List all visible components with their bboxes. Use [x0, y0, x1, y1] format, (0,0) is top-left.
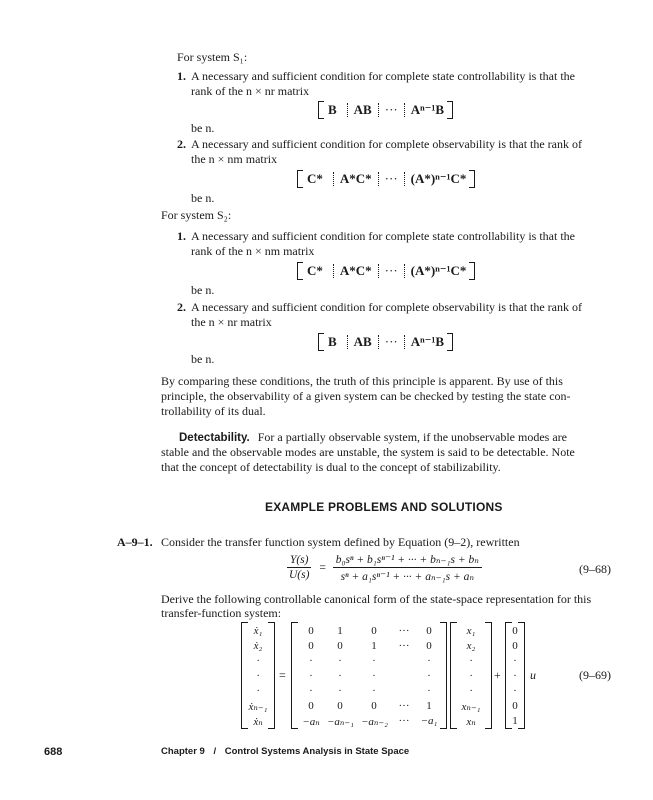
matrix-cell: · — [427, 685, 431, 697]
equation-number-69: (9–69) — [579, 668, 611, 682]
matrix-cell: · — [427, 670, 431, 682]
matrix-block: ··· — [384, 171, 398, 186]
matrix-cell: ··· — [398, 715, 410, 727]
lhs-fraction — [286, 554, 312, 581]
s1-controllability-matrix — [318, 101, 453, 123]
s1-item1-line2: rank of the n × nr matrix — [191, 84, 310, 98]
s1-item1-number: 1. — [177, 69, 186, 83]
matrix-cell: · — [309, 670, 313, 682]
block-separator — [378, 264, 379, 278]
matrix-cell: xₙ₋₁ — [461, 701, 481, 713]
right-bracket — [469, 170, 475, 188]
matrix-block: Aⁿ⁻¹B — [410, 334, 445, 349]
matrix-cell: 1 — [426, 700, 432, 712]
matrix-cell: · — [309, 685, 313, 697]
block-separator — [347, 335, 348, 349]
lhs-denominator: U(s) — [289, 569, 310, 581]
s2-observability-matrix — [318, 333, 453, 355]
s2-controllability-matrix — [297, 262, 475, 284]
footer-slash: / — [213, 746, 217, 757]
matrix-cell: 0 — [512, 625, 518, 637]
matrix-cell: ẋₙ — [253, 716, 263, 728]
matrix-cell: · — [469, 685, 473, 697]
matrix-block: ··· — [384, 334, 398, 349]
s1-item2-line1: A necessary and sufficient condition for complete observability is that the rank of — [191, 137, 583, 151]
matrix-cell: 0 — [371, 625, 377, 637]
block-separator — [404, 264, 405, 278]
s1-item1-tail: be n. — [191, 121, 215, 135]
matrix-cell: −aₙ₋₁ — [327, 716, 355, 728]
matrix-cell: 1 — [337, 625, 343, 637]
running-footer — [161, 746, 409, 757]
footer-chapter-title: Control Systems Analysis in State Space — [224, 746, 410, 757]
matrix-block: A*C* — [339, 263, 372, 278]
s2-item2-line2: the n × nr matrix — [191, 315, 272, 329]
s2-item1-number: 1. — [177, 229, 186, 243]
matrix-block: C* — [307, 263, 323, 278]
matrix-block: AB — [353, 334, 372, 349]
matrix-cell: ··· — [398, 700, 410, 712]
equals-sign: = — [319, 561, 326, 574]
s2-item2-number: 2. — [177, 300, 186, 314]
matrix-cell: · — [309, 655, 313, 667]
rhs-denominator: sⁿ + a₁sⁿ⁻¹ + ··· + aₙ₋₁s + aₙ — [340, 571, 475, 583]
s2-heading: For system S₂: — [161, 208, 232, 222]
matrix-equals-sign: = — [279, 668, 286, 682]
section-title: EXAMPLE PROBLEMS AND SOLUTIONS — [265, 500, 503, 514]
matrix-cell: ··· — [398, 640, 410, 652]
matrix-cell: ẋ₂ — [253, 640, 263, 652]
s1-heading: For system S₁: — [177, 50, 248, 64]
left-bracket — [297, 262, 303, 280]
s1-item2-number: 2. — [177, 137, 186, 151]
problem-label: A–9–1. — [117, 535, 153, 549]
detectability-line2: stable and the observable modes are unstable, the system is said to be detectable. Note — [161, 445, 575, 459]
matrix-block: Aⁿ⁻¹B — [410, 102, 445, 117]
matrix-cell: · — [256, 655, 260, 667]
derive-line1: Derive the following controllable canonical form of the state-space representation for this — [161, 592, 592, 606]
matrix-cell: 0 — [308, 700, 314, 712]
matrix-cell: · — [469, 655, 473, 667]
s2-item1-line2: rank of the n × nm matrix — [191, 244, 315, 258]
matrix-cell: xₙ — [466, 716, 476, 728]
xdot-vector — [241, 622, 275, 730]
detectability-line1 — [179, 430, 567, 446]
matrix-cell: 0 — [426, 640, 432, 652]
detectability-text: For a partially observable system, if the unobservable modes are — [257, 430, 567, 444]
matrix-cell: ẋₙ₋₁ — [248, 701, 268, 713]
s2-item1-line1: A necessary and sufficient condition for complete state controllability is that the — [191, 229, 576, 243]
s1-observability-matrix — [297, 170, 475, 192]
matrix-cell: 0 — [308, 640, 314, 652]
matrix-cell: · — [256, 685, 260, 697]
matrix-cell: 0 — [337, 700, 343, 712]
detectability-term: Detectability. — [179, 432, 250, 444]
s1-item2-line2: the n × nm matrix — [191, 152, 278, 166]
matrix-right-bracket — [485, 622, 492, 729]
comparison-line2: principle, the observability of a given system can be checked by testing the state con- — [161, 389, 571, 403]
matrix-block: B — [328, 334, 337, 349]
left-bracket — [318, 101, 324, 119]
matrix-cell: · — [338, 655, 342, 667]
matrix-cell: 0 — [426, 625, 432, 637]
block-separator — [404, 172, 405, 186]
transfer-function-equation — [286, 552, 482, 583]
matrix-cell: 0 — [308, 625, 314, 637]
matrix-cell: 1 — [371, 640, 377, 652]
matrix-cell: 0 — [371, 700, 377, 712]
matrix-plus-sign: + — [494, 668, 501, 682]
input-u: u — [530, 668, 536, 682]
matrix-cell: · — [513, 655, 517, 667]
matrix-block: AB — [353, 102, 372, 117]
derive-line2: transfer-function system: — [161, 606, 282, 620]
block-separator — [404, 335, 405, 349]
s2-item2-line1: A necessary and sufficient condition for complete observability is that the rank of — [191, 300, 583, 314]
matrix-left-bracket — [291, 622, 298, 729]
s2-item1-tail: be n. — [191, 283, 215, 297]
right-bracket — [447, 333, 453, 351]
comparison-line1: By comparing these conditions, the truth of this principle is apparent. By use of this — [161, 374, 563, 388]
matrix-cell: · — [372, 655, 376, 667]
matrix-block: A*C* — [339, 171, 372, 186]
matrix-cell: ··· — [398, 625, 410, 637]
s1-item1-line1: A necessary and sufficient condition for complete state controllability is that the — [191, 69, 576, 83]
matrix-cell: 0 — [512, 640, 518, 652]
left-bracket — [318, 333, 324, 351]
matrix-cell: x₁ — [466, 625, 476, 637]
right-bracket — [469, 262, 475, 280]
page-number: 688 — [44, 746, 63, 758]
matrix-cell: · — [338, 685, 342, 697]
rhs-fraction — [333, 552, 482, 583]
left-bracket — [297, 170, 303, 188]
s2-item2-tail: be n. — [191, 352, 215, 366]
matrix-cell: −aₙ₋₂ — [361, 716, 389, 728]
state-vector-x — [450, 622, 492, 730]
block-separator — [378, 103, 379, 117]
matrix-cell: x₂ — [466, 640, 476, 652]
block-separator — [378, 172, 379, 186]
matrix-cell: · — [427, 655, 431, 667]
problem-intro: Consider the transfer function system defined by Equation (9–2), rewritten — [161, 535, 520, 549]
matrix-cell: −a₁ — [420, 715, 438, 727]
input-vector-B — [505, 622, 525, 730]
block-separator — [378, 335, 379, 349]
matrix-cell: · — [256, 670, 260, 682]
block-separator — [404, 103, 405, 117]
matrix-block: ··· — [384, 102, 398, 117]
matrix-block: (A*)ⁿ⁻¹C* — [410, 263, 467, 278]
matrix-cell: · — [372, 685, 376, 697]
matrix-cell: · — [338, 670, 342, 682]
block-separator — [347, 103, 348, 117]
detectability-line3: that the concept of detectability is dual to the concept of stabilizability. — [161, 460, 501, 474]
matrix-cell: 0 — [337, 640, 343, 652]
matrix-cell: · — [372, 670, 376, 682]
matrix-cell: · — [513, 670, 517, 682]
matrix-cell: 0 — [512, 700, 518, 712]
block-separator — [333, 264, 334, 278]
matrix-cell: −aₙ — [302, 716, 320, 728]
s1-item2-tail: be n. — [191, 191, 215, 205]
matrix-block: ··· — [384, 263, 398, 278]
equation-number-68: (9–68) — [579, 562, 611, 576]
footer-chapter: Chapter 9 — [161, 746, 205, 757]
system-matrix-A — [291, 622, 447, 730]
lhs-numerator: Y(s) — [287, 554, 312, 568]
matrix-left-bracket — [450, 622, 457, 729]
right-bracket — [447, 101, 453, 119]
matrix-block: B — [328, 102, 337, 117]
comparison-line3: trollability of its dual. — [161, 404, 266, 418]
matrix-cell: 1 — [512, 715, 518, 727]
matrix-cell: · — [469, 670, 473, 682]
matrix-cell: ẋ₁ — [253, 625, 263, 637]
rhs-numerator: b₀sⁿ + b₁sⁿ⁻¹ + ··· + bₙ₋₁s + bₙ — [333, 552, 482, 568]
matrix-block: C* — [307, 171, 323, 186]
matrix-cell: · — [513, 685, 517, 697]
block-separator — [333, 172, 334, 186]
matrix-block: (A*)ⁿ⁻¹C* — [410, 171, 467, 186]
